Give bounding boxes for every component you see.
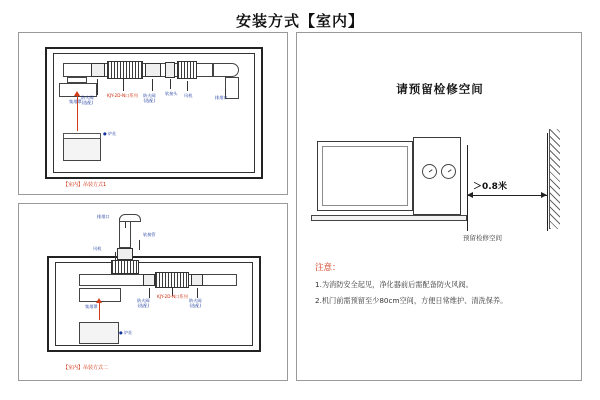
wall-hatch: [549, 129, 560, 229]
label-fire-damper-right: 防火阀 (选配): [143, 93, 156, 104]
leader-line: [187, 81, 188, 91]
label-fan: 风机: [93, 246, 102, 251]
leader-line: [149, 288, 150, 298]
panel-caption-1: 【室内】吊装方式1: [63, 182, 107, 188]
airflow-arrow: [74, 91, 80, 96]
equipment-base: [311, 215, 467, 221]
label-purifier-model: KJY-2D-N口系列: [107, 93, 138, 98]
diagram-panel-service-clearance: [296, 32, 582, 381]
label-flexible-connector: 软接头: [165, 91, 178, 96]
leader-line: [139, 240, 140, 250]
leader-line: [125, 222, 126, 228]
flexible-connector: [165, 62, 175, 78]
note-item: 2.机门前需预留至少80cm空间，方便日常维护、清洗保养。: [315, 295, 508, 305]
label-fire-damper-left: 防火阀 (选配): [137, 298, 150, 309]
note-item: 1.为消防安全起见，净化器前后需配备防火风阀。: [315, 280, 473, 289]
fan-unit: [177, 61, 197, 79]
label-fan: 风机: [184, 93, 193, 98]
label-smoke-hood: 集烟罩: [69, 99, 82, 104]
clearance-end-tick: [547, 133, 548, 231]
leader-line: [170, 79, 171, 89]
flexible-connector: [117, 248, 133, 260]
leader-line: [115, 252, 116, 260]
purifier-control-side: [413, 137, 461, 215]
purifier-body: [317, 141, 413, 211]
duct-elbow: [213, 63, 239, 77]
diagram-panel-ceiling-mount-1: [18, 32, 288, 195]
clearance-dimension-line: [467, 195, 547, 196]
label-fire-damper-left: 防火阀 (选配): [81, 95, 94, 106]
label-flexible-duct: 软接管: [143, 232, 156, 237]
fan-unit: [111, 260, 139, 274]
panel-caption-2: 【室内】吊装方式二: [63, 365, 109, 371]
label-stove: ● 炉灶: [119, 330, 133, 335]
dial-icon: [422, 164, 437, 179]
stove: [79, 322, 119, 344]
label-smoke-hood: 集烟罩: [85, 304, 98, 309]
label-stove: ● 炉灶: [103, 131, 117, 136]
airflow-line: [99, 302, 100, 320]
damper-left: [91, 63, 105, 77]
label-exhaust-outlet: 排烟口: [97, 214, 110, 219]
notes-block: [315, 261, 565, 312]
leader-line: [197, 288, 198, 298]
leader-line: [97, 79, 98, 95]
airflow-arrow: [96, 298, 102, 303]
leader-line: [152, 79, 153, 91]
notes-title: 注意：: [315, 263, 341, 273]
label-fire-damper-right: 防火阀 (选配): [189, 298, 202, 309]
damper-left: [143, 274, 155, 286]
clearance-start-tick: [467, 145, 468, 231]
label-exhaust-outlet: 排烟口: [215, 95, 228, 100]
exhaust-outlet-cap: [119, 214, 141, 222]
leader-line: [123, 79, 124, 91]
clearance-space-label: 预留检修空间: [463, 234, 502, 242]
stove-top: [63, 133, 101, 139]
label-purifier-model: KJY-2D-N口系列: [157, 294, 188, 299]
stove: [63, 137, 101, 161]
dial-icon: [441, 164, 456, 179]
damper-right: [145, 63, 161, 77]
damper-right: [191, 274, 203, 286]
page-title: 安装方式【室内】: [235, 12, 364, 30]
service-space-title: 请预留检修空间: [396, 82, 484, 96]
purifier-unit: [155, 272, 189, 288]
diagram-panel-ceiling-mount-2: [18, 203, 288, 381]
purifier-unit: [107, 61, 143, 79]
clearance-dimension-text: ＞0.8米: [473, 182, 507, 192]
